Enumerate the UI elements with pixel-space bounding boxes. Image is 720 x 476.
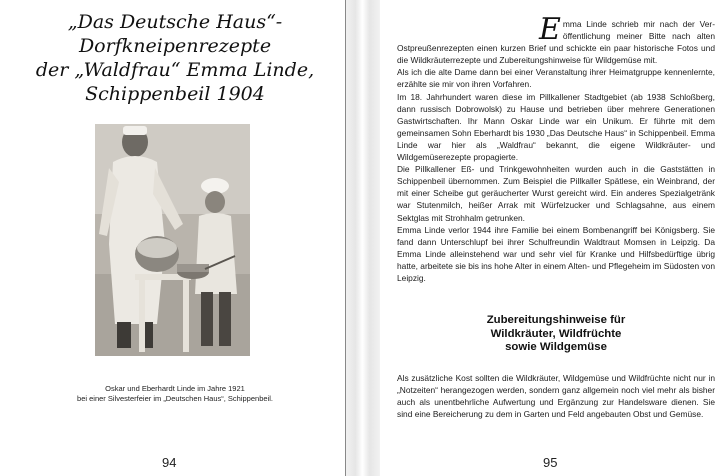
page-edge-left [345, 0, 346, 476]
page-number: 95 [543, 455, 558, 470]
right-page [380, 0, 720, 476]
title-line: Schippenbeil 1904 [85, 83, 265, 105]
caption-line: bei einer Silvesterfeier im „Deutschen Haus“, Schippenbeil. [77, 394, 273, 403]
title-line: „Das Deutsche Haus“- [67, 11, 283, 33]
left-page [0, 0, 345, 476]
section-text [397, 372, 715, 420]
paragraph: Die Pillkallener Eß- und Trinkgewohnheiten wurden auch in die Gaststätten in Schippenbeil übernommen. Zum Beispiel die Pillkaller Spätlese, ein Weinbrand, der mit einer Scheibe gut geräucherter Wurst gereicht wird. Ein anderes Spezialgetränk war Stutenmilch, heißer Arrak mit Würfelzucker und Schlagsahne, aus einem Sektglas mit Strohhalm getrunken. [397, 164, 715, 223]
paragraph: Emma Linde verlor 1944 ihre Familie bei einem Bombenangriff bei Königsberg. Sie fand dann Unterschlupf bei ihrer Schulfreundin Waldtraut Momsen in Leipzig. Da Emma Linde alleinstehend war und sehr viel für Kranke und Hilfsbedürftige übrig hatte, arbeitete sie bis ins hohe Alter in einem Alten- und Pflegeheim im Südosten von Leipzig. [397, 224, 715, 283]
section-heading [397, 314, 715, 355]
title-line: Dorfkneipenrezepte [78, 35, 272, 57]
historic-photo [95, 124, 250, 356]
book-gutter [345, 0, 380, 476]
caption-line: Oskar und Eberhardt Linde im Jahre 1921 [105, 384, 245, 393]
intro-line: öffentlichung meiner Bitte nach alten Ostpreußenrezepten einen kurzen Brief und schickte ein paar historische Fotos und die Wildkräuterrezepte und Zubereitungshinweise für Wildgemüse mit. [397, 31, 715, 66]
article-text [397, 12, 715, 284]
intro-line: mma Linde schrieb mir nach der Ver- [562, 19, 715, 29]
intro-paragraph [397, 12, 715, 66]
title-line: der „Waldfrau“ Emma Linde, [35, 59, 315, 81]
page-title [30, 10, 320, 106]
photo-caption [40, 384, 310, 404]
paragraph: Im 18. Jahrhundert waren diese im Pillkallener Stadtgebiet (ab 1938 Schloßberg, dann russisch Dobrowolsk) zu Hause und betrieben über mehrere Generationen Gastwirtschaften. Ihr Mann Oskar Linde war ein Unikum. Er führte mit dem gemeinsamen Sohn Eberhardt bis 1930 „Das Deutsche Haus“ in Schippenbeil. Emma Linde war hier als „Waldfrau“ bekannt, die eigene Wildkräuter- und Wildgemüserezepte propagierte. [397, 91, 715, 163]
heading-line: Zubereitungshinweise für [486, 314, 626, 326]
page-number: 94 [162, 455, 177, 470]
drop-cap: E [539, 12, 561, 47]
heading-line: sowie Wildgemüse [505, 341, 607, 353]
paragraph: Als ich die alte Dame dann bei einer Veranstaltung ihrer Heimatgruppe kennenlernte, erzählte sie mir von ihren Vorfahren. [397, 67, 715, 90]
heading-line: Wildkräuter, Wildfrüchte [490, 327, 622, 340]
paragraph: Als zusätzliche Kost sollten die Wildkräuter, Wildgemüse und Wildfrüchte nicht nur in „Notzeiten“ herangezogen werden, sondern ganz allgemein noch viel mehr als bisher auch als unentbehrliche Aufwertung und Ergänzung zur Handelsware dienen. Sie sind eine Bereicherung zu dem in Garten und Feld angebauten Obst und Gemüse. [397, 373, 715, 420]
